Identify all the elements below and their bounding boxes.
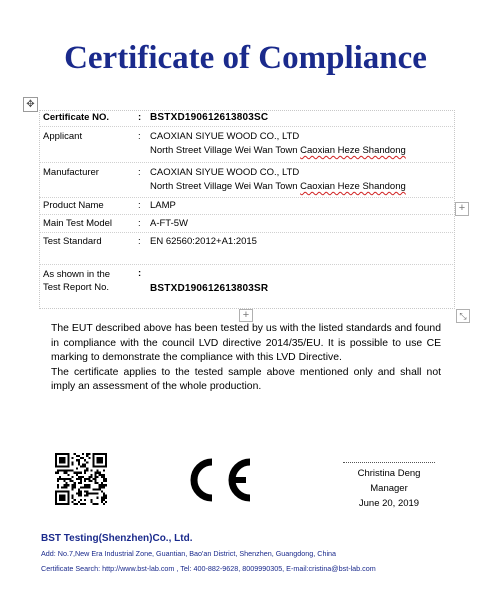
compliance-statement xyxy=(51,322,441,395)
signature-date: June 20, 2019 xyxy=(358,498,420,509)
certificate-no-label: Certificate NO. xyxy=(43,112,109,123)
test-report-label-line1: As shown in the xyxy=(43,269,111,280)
statement-paragraph-2: The certificate applies to the tested sample above mentioned only and shall not imply an assessment of the whole production. xyxy=(51,366,441,393)
colon: : xyxy=(138,200,141,211)
test-standard-value: EN 62560:2012+A1:2015 xyxy=(150,236,257,247)
row-divider xyxy=(39,197,453,198)
applicant-label: Applicant xyxy=(43,131,83,142)
manufacturer-name: CAOXIAN SIYUE WOOD CO., LTD xyxy=(150,167,300,178)
test-report-value: BSTXD190612613803SR xyxy=(150,283,269,294)
colon: : xyxy=(138,236,141,247)
applicant-address-text: North Street Village Wei Wan Town Caoxian Heze Shandong xyxy=(150,145,406,156)
signature-line xyxy=(343,462,435,463)
colon: : xyxy=(138,131,141,142)
applicant-address xyxy=(150,145,406,156)
test-standard-label: Test Standard xyxy=(43,236,102,247)
colon: : xyxy=(138,112,142,123)
main-test-model-value: A-FT-5W xyxy=(150,218,188,229)
applicant-name: CAOXIAN SIYUE WOOD CO., LTD xyxy=(150,131,300,142)
ce-mark xyxy=(180,456,252,504)
colon: : xyxy=(138,218,141,229)
main-test-model-label: Main Test Model xyxy=(43,218,112,229)
company-contact: Certificate Search: http://www.bst-lab.com , Tel: 400-882-9628, 8009990305, E-mail:cristina@bst-lab.com xyxy=(41,564,376,573)
product-name-value: LAMP xyxy=(150,200,176,211)
signatory-title: Manager xyxy=(370,483,408,494)
certificate-title: Certificate of Compliance xyxy=(64,40,427,76)
product-name-label: Product Name xyxy=(43,200,104,211)
certificate-no-value: BSTXD190612613803SC xyxy=(150,112,269,123)
manufacturer-address xyxy=(150,181,406,192)
add-column-plus-icon[interactable]: + xyxy=(455,202,469,216)
colon: : xyxy=(138,167,141,178)
table-move-handle-icon[interactable]: ✥ xyxy=(23,97,38,112)
statement-paragraph-1: The EUT described above has been tested by us with the listed standards and found in compliance with the council LVD directive 2014/35/EU. It is possible to use CE marking to demonstrate the compliance with this LVD Directive. xyxy=(51,323,441,364)
add-row-plus-icon[interactable]: + xyxy=(239,309,253,322)
company-address: Add: No.7,New Era Industrial Zone, Guantian, Bao'an District, Shenzhen, Guangdong, China xyxy=(41,549,337,558)
company-name: BST Testing(Shenzhen)Co., Ltd. xyxy=(41,533,193,544)
manufacturer-label: Manufacturer xyxy=(43,167,99,178)
row-divider xyxy=(39,126,453,127)
table-resize-icon[interactable]: ⤡ xyxy=(456,309,470,323)
row-divider xyxy=(39,162,453,163)
row-divider xyxy=(39,214,453,215)
row-divider xyxy=(39,232,453,233)
qr-code xyxy=(55,453,107,505)
manufacturer-address-text: North Street Village Wei Wan Town Caoxian Heze Shandong xyxy=(150,181,406,192)
test-report-label-line2: Test Report No. xyxy=(43,282,109,293)
colon: : xyxy=(138,268,142,279)
row-divider xyxy=(39,264,453,265)
signatory-name: Christina Deng xyxy=(357,468,421,479)
